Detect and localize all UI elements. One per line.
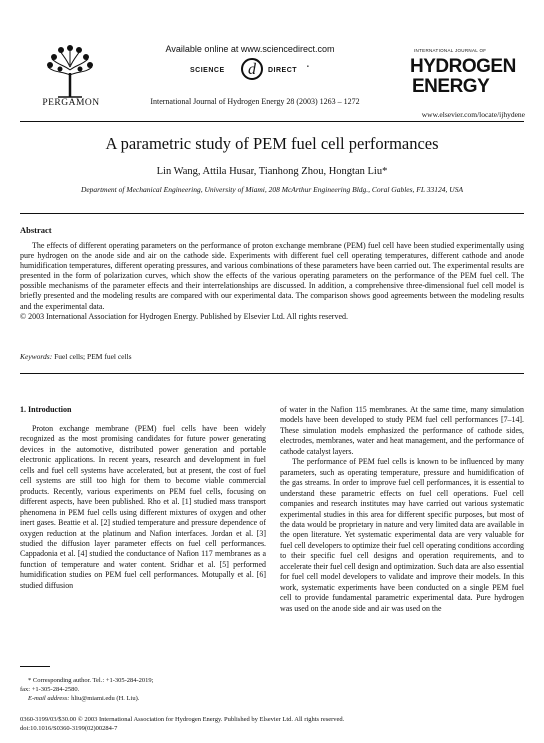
page-footer	[20, 715, 524, 733]
right-column	[280, 405, 524, 614]
abstract-copyright: © 2003 International Association for Hydrogen Energy. Published by Elsevier Ltd. All rights reserved.	[20, 311, 349, 321]
article-authors: Lin Wang, Attila Husar, Tianhong Zhou, Hongtan Liu*	[156, 166, 388, 177]
footer-issn-copyright: 0360-3199/03/$30.00 © 2003 International Association for Hydrogen Energy. Published by Elsevier Ltd. All rights reserved.	[20, 716, 345, 723]
pergamon-tree-logo	[40, 45, 100, 100]
intro-paragraph-2: The performance of PEM fuel cells is known to be influenced by many parameters, such as operating temperature, pressure and humidification of the gas streams. In order to improve fuel cell performances, it is essential to understand these parametric effects on fuel cell operations. Fuel cell companies and research institutes may have carried out various systematic experimental studies in this area for different specific purposes, but most of the data would be proprietary in nature and very limited data are available in the open literature. Yet systematic experimental data are very valuable for fuel cell developers to optimize their fuel cell operating conditions according to their specific fuel cell designs and operation requirements, and to accelerate their fuel cell design and optimization. Such data are also essential for fuel cell model developers to validate and improve their models. In this work, systematic experiments have been conducted on a single PEM fuel cell to provide fundamental parametric experimental data. Pure hydrogen was used on the anode side and air was used on the	[280, 457, 524, 613]
journal-logo-line1: HYDROGEN	[410, 56, 516, 77]
keywords-value: Fuel cells; PEM fuel cells	[54, 352, 132, 361]
sciencedirect-logo	[190, 58, 320, 82]
pergamon-wordmark: PERGAMON	[42, 98, 100, 108]
sciencedirect-logo-at: d	[241, 58, 263, 80]
sciencedirect-logo-left: SCIENCE	[190, 67, 225, 74]
article-affiliation: Department of Mechanical Engineering, University of Miami, 208 McArthur Engineering Bldg., Coral Gables, FL 33124, USA	[80, 185, 464, 194]
journal-citation: International Journal of Hydrogen Energy 28 (2003) 1263 – 1272	[150, 97, 360, 106]
header-rule	[20, 121, 524, 122]
article-title: A parametric study of PEM fuel cell performances	[105, 134, 439, 153]
intro-paragraph-1-continued: of water in the Nafion 115 membranes. At the same time, many simulation models have been developed to study PEM fuel cell performances [7–14]. These simulation models emphasized the performance of cathode sides, electrodes, membranes, water and heat management, and the performance of cathode catalyst layers.	[280, 405, 524, 456]
footer-doi: doi:10.1016/S0360-3199(02)00284-7	[20, 725, 118, 732]
abstract-block	[20, 241, 524, 322]
intro-paragraph-1: Proton exchange membrane (PEM) fuel cells have been widely recognized as the most promising candidates for future power generating devices in the automotive, distributed power generation and portable electronic applications. In recent years, research and development in fuel cells and fuel cell systems have accelerated, but at present, the cost of fuel cell systems are still too high for them to become viable commercial products. Recently, various experiments on PEM fuel cells, focusing on different aspects, have been published. Rho et al. [1] studied mass transport phenomena in PEM fuel cells using different mixtures of oxygen and other inert gases. Beattie et al. [2] studied temperature and pressure dependence of oxygen reduction at the platinum and Nafion interfaces. Jordan et al. [3] studied the diffusion layer parameter effects on fuel cell performances. Cappadonia et al. [4] studied the conductance of Nafion 117 membranes as a function of temperature and water content. Sridhar et al. [5] performed humidification studies on PEM fuel cell performances. Motupally et al. [6] studied diffusion	[20, 424, 266, 590]
footnote-line-2: fax: +1-305-284-2580.	[20, 686, 80, 693]
hydrogen-energy-journal-logo	[408, 48, 526, 98]
section-heading-introduction: 1. Introduction	[20, 405, 72, 414]
keywords-line	[20, 352, 524, 361]
keywords-label: Keywords:	[20, 352, 53, 361]
corresponding-author-footnote	[20, 676, 266, 703]
footnote-email-link[interactable]: hliu@miami.edu (H. Liu).	[71, 695, 140, 702]
footnote-email-label: E-mail address:	[28, 695, 70, 702]
abstract-text: The effects of different operating parameters on the performance of proton exchange membrane (PEM) fuel cell have been studied experimentally using pure hydrogen on the anode side and air on the cathode side. Experiments with different fuel cell operating temperatures, different cathode and anode humidification temperatures, different operating pressures, and various combinations of these parameters have been carried out. The experimental results are presented in the form of polarization curves, which show the effects of the various operating parameters on the performance of the PEM fuel cell. The possible mechanisms of the parameter effects and their interrelationships are discussed. In addition, a comprehensive three-dimensional fuel cell model is briefly presented and the modeling results are compared with our experimental data. The comparison shows good agreements between the modeling results and the experimental data.	[20, 241, 524, 311]
footnote-line-1: * Corresponding author. Tel.: +1-305-284-2019;	[28, 677, 154, 684]
journal-logo-small: INTERNATIONAL JOURNAL OF	[414, 48, 487, 53]
abstract-heading: Abstract	[20, 225, 52, 235]
left-column	[20, 424, 266, 591]
abstract-bottom-rule	[20, 373, 524, 374]
available-online-text: Available online at www.sciencedirect.com	[165, 44, 335, 54]
sciencedirect-logo-right: DIRECT	[268, 67, 298, 74]
sciencedirect-logo-mark: •	[307, 64, 310, 70]
elsevier-url-link[interactable]: www.elsevier.com/locate/ijhydene	[421, 110, 525, 119]
footnote-rule	[20, 666, 50, 667]
journal-logo-line2: ENERGY	[412, 76, 490, 97]
abstract-top-rule	[20, 213, 524, 214]
